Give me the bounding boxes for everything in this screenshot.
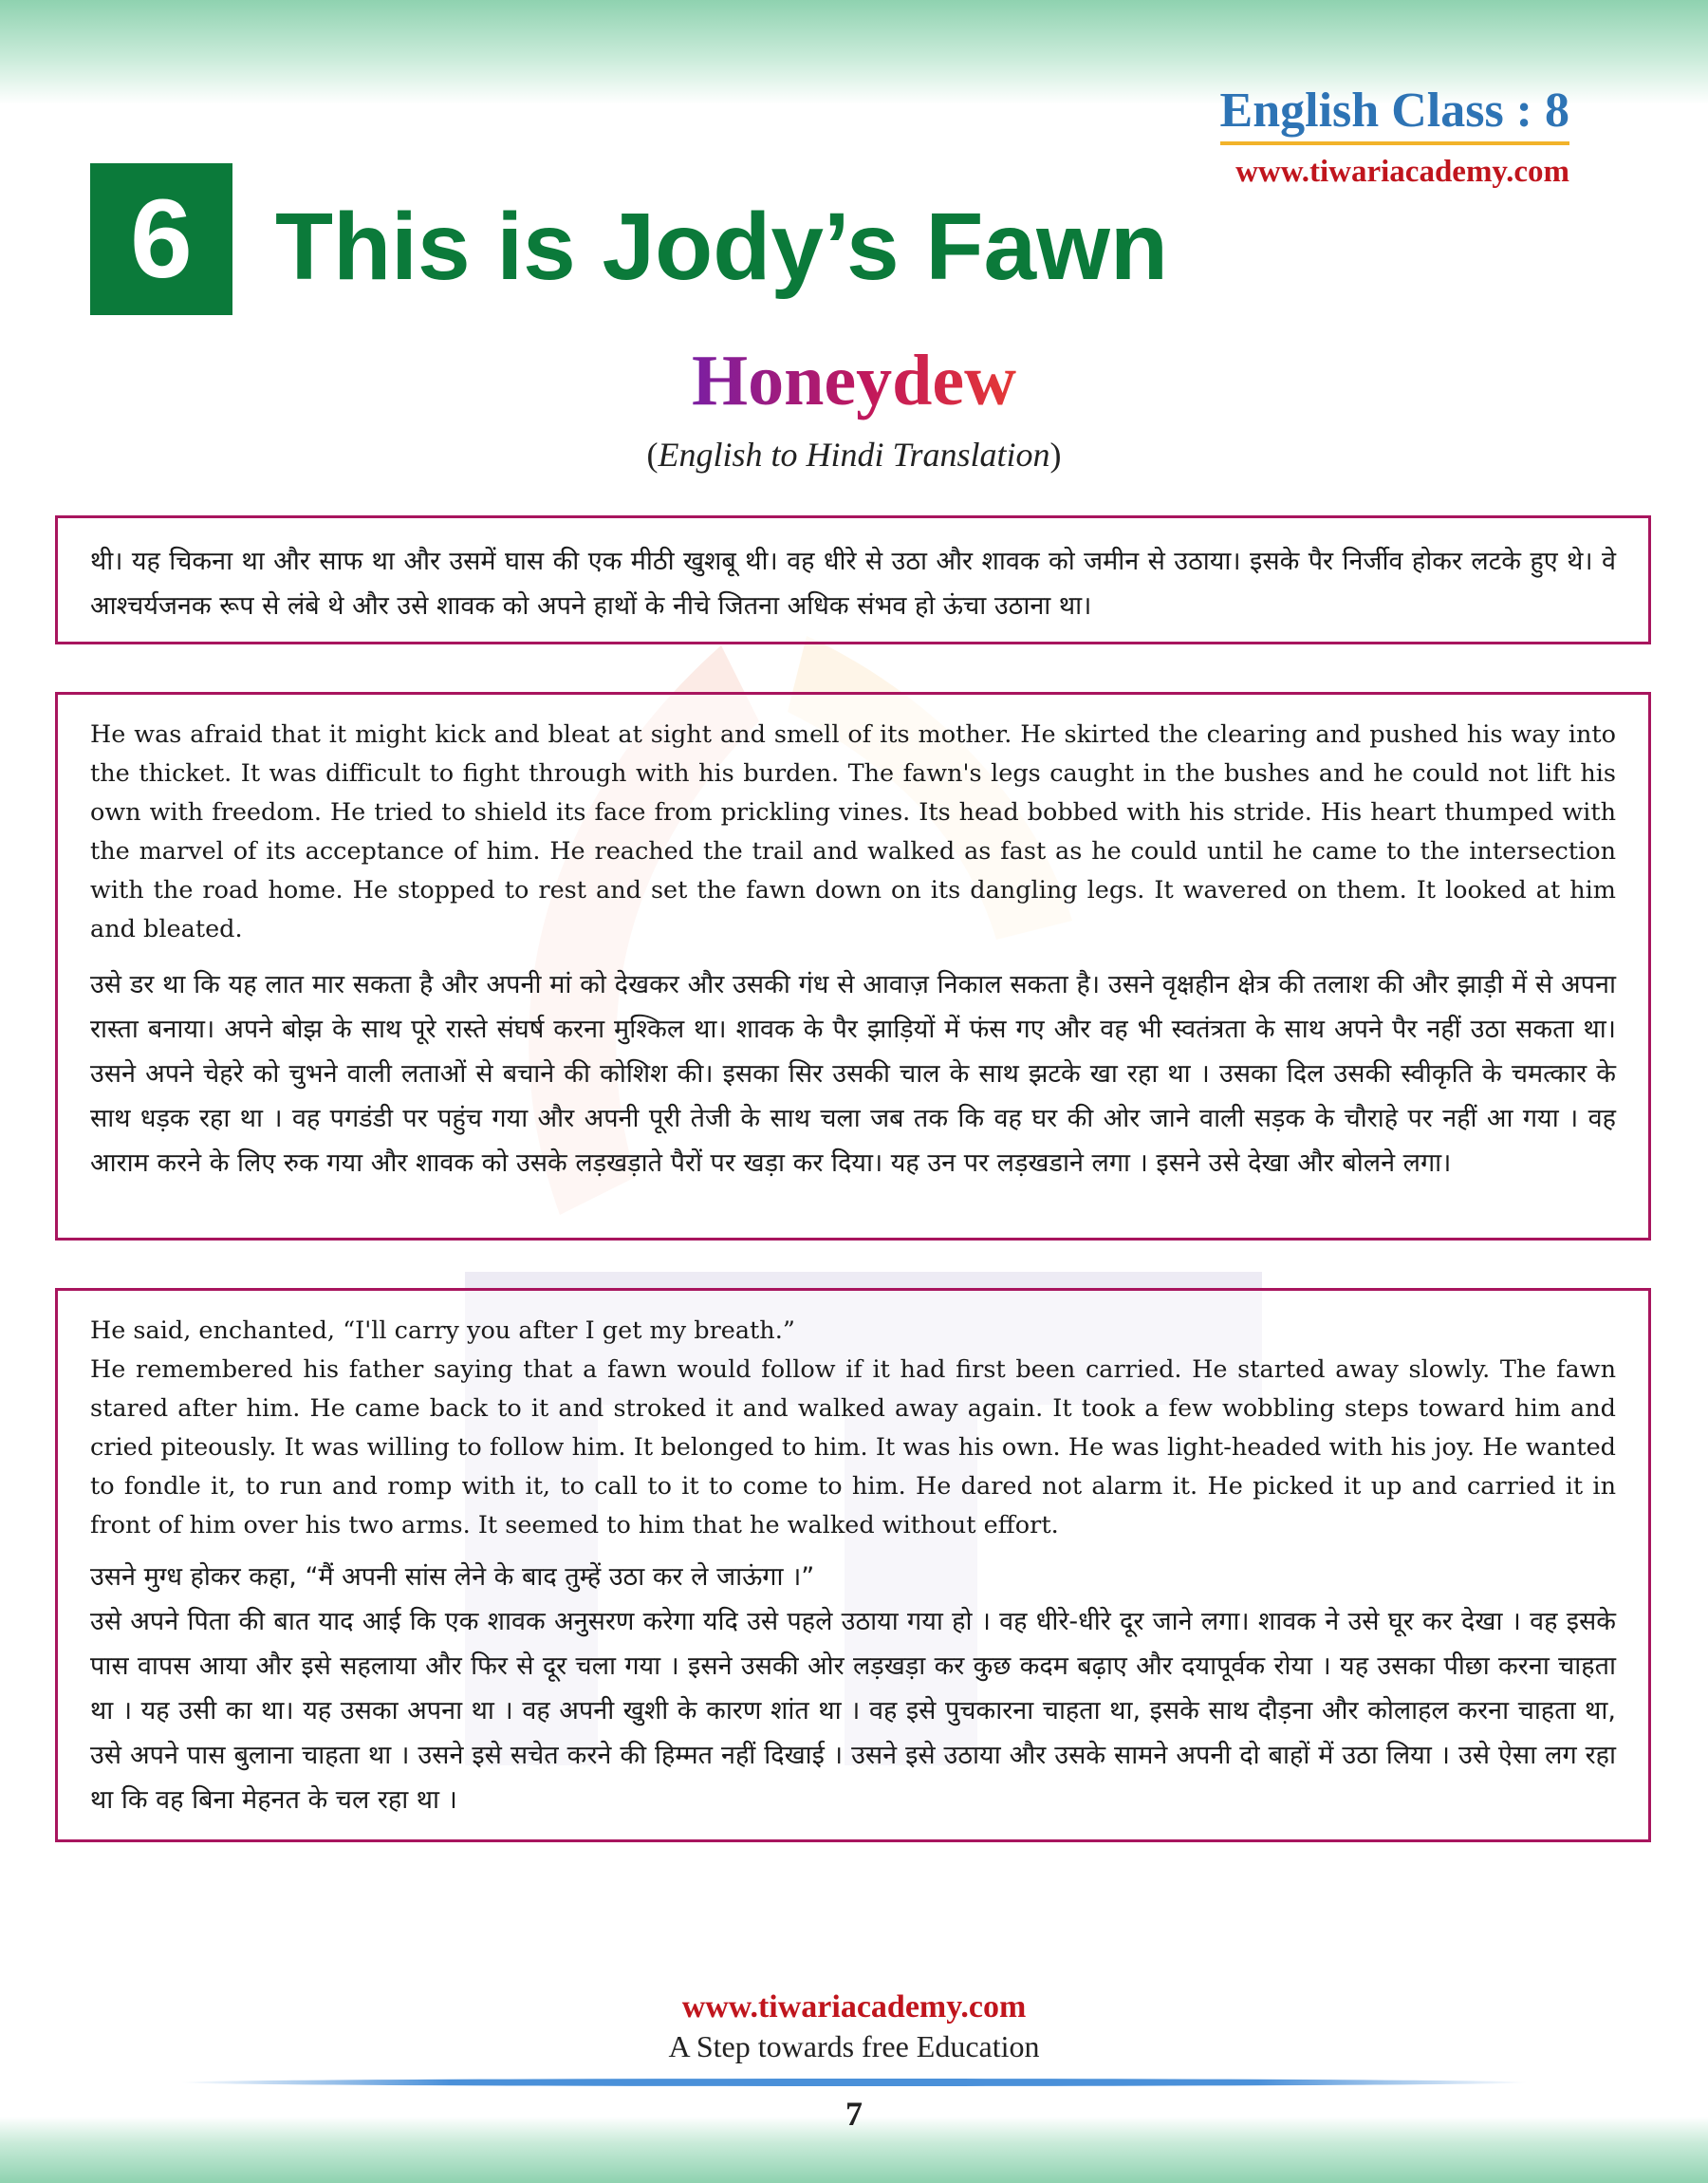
hindi-paragraph: उसे अपने पिता की बात याद आई कि एक शावक अनुसरण करेगा यदि उसे पहले उठाया गया हो । वह धीरे-धीरे दूर जाने लगा। शावक ने उसे घूर कर देखा । वह इसके पास वापस आया और इसे सहलाया और फिर से दूर चला गया । इसने उसकी ओर लड़खड़ा कर कुछ कदम बढ़ाए और दयापूर्वक रोया । यह उसका पीछा करना चाहता था । यह उसी का था। यह उसका अपना था । वह अपनी खुशी के कारण शांत था । वह इसे पुचकारना चाहता था, इसके साथ दौड़ना और कोलाहल करना चाहता था, उसे अपने पास बुलाना चाहता था । उसने इसे सचेत करने की हिम्मत नहीं दिखाई । उसने इसे उठाया और उसके सामने अपनी दो बाहों में उठा लिया । उसे ऐसा लग रहा था कि वह बिना मेहनत के चल रहा था । bbox=[90, 1607, 1616, 1815]
english-paragraph: He remembered his father saying that a fawn would follow if it had first been carried. He started away slowly. The fawn stared after him. He came back to it and stroked it and walked away again. It took a few wobbling steps toward him and cried piteously. It was willing to follow him. It belonged to him. It was his own. He was light-headed with his joy. He wanted to fondle it, to run and romp with it, to call to it to come to him. He dared not alarm it. He picked it up and carried it in front of him over his two arms. It seemed to him that he walked without effort. bbox=[90, 1355, 1616, 1539]
translation-panel-1 bbox=[55, 515, 1651, 644]
hindi-paragraph: उसे डर था कि यह लात मार सकता है और अपनी मां को देखकर और उसकी गंध से आवाज़ निकाल सकता है। उसने वृक्षहीन क्षेत्र की तलाश की और झाड़ी में से अपना रास्ता बनाया। अपने बोझ के साथ पूरे रास्ते संघर्ष करना मुश्किल था। शावक के पैर झाड़ियों में फंस गए और वह भी स्वतंत्रता के साथ अपने पैर नहीं उठा सकता था। उसने अपने चेहरे को चुभने वाली लताओं से बचाने की कोशिश की। इसका सिर उसकी चाल के साथ झटके खा रहा था । उसका दिल उसकी स्वीकृति के चमत्कार के साथ धड़क रहा था । वह पगडंडी पर पहुंच गया और अपनी पूरी तेजी के साथ चला जब तक कि वह घर की ओर जाने वाली सड़क के चौराहे पर नहीं आ गया । वह आराम करने के लिए रुक गया और शावक को उसके लड़खड़ाते पैरों पर खड़ा कर दिया। यह उन पर लड़खडाने लगा । इसने उसे देखा और बोलने लगा। bbox=[90, 970, 1616, 1178]
brand-title: English Class : 8 bbox=[1220, 84, 1569, 145]
english-quote: He said, enchanted, “I'll carry you after I get my breath.” bbox=[90, 1316, 795, 1345]
book-name bbox=[0, 342, 1708, 421]
subtitle-close-paren: ) bbox=[1049, 436, 1062, 474]
footer-tagline: A Step towards free Education bbox=[668, 2029, 1040, 2063]
chapter-number-badge: 6 bbox=[90, 163, 232, 315]
translation-subtitle bbox=[0, 435, 1708, 475]
english-paragraph: He was afraid that it might kick and bleat at sight and smell of its mother. He skirted the clearing and pushed his way into the thicket. It was difficult to fight through with his burden. The fawn's legs caught in the bushes and he could not lift his own with freedom. He tried to shield its face from prickling vines. Its head bobbed with his stride. His heart thumped with the marvel of its acceptance of him. He reached the trail and walked as fast as he could until he came to the intersection with the road home. He stopped to rest and set the fawn down on its dangling legs. It wavered on them. It looked at him and bleated. bbox=[90, 720, 1616, 943]
hindi-quote: उसने मुग्ध होकर कहा, “मैं अपनी सांस लेने के बाद तुम्हें उठा कर ले जाऊंगा ।” bbox=[90, 1562, 815, 1592]
page-number: 7 bbox=[845, 2095, 863, 2133]
brand-header bbox=[1220, 84, 1569, 190]
translation-panel-3 bbox=[55, 1288, 1651, 1842]
subtitle-text: English to Hindi Translation bbox=[658, 436, 1050, 474]
chapter-title: This is Jody’s Fawn bbox=[275, 194, 1168, 300]
footer-url[interactable]: www.tiwariacademy.com bbox=[681, 1989, 1027, 2024]
footer-divider bbox=[180, 2079, 1528, 2086]
hindi-paragraph: थी। यह चिकना था और साफ था और उसमें घास की एक मीठी खुशबू थी। वह धीरे से उठा और शावक को जमीन से उठाया। इसके पैर निर्जीव होकर लटके हुए थे। वे आश्चर्यजनक रूप से लंबे थे और उसे शावक को अपने हाथों के नीचे जितना अधिक संभव हो ऊंचा उठाना था। bbox=[90, 547, 1616, 621]
brand-url[interactable]: www.tiwariacademy.com bbox=[1235, 155, 1569, 190]
translation-panel-2 bbox=[55, 692, 1651, 1241]
book-name-text: Honeydew bbox=[692, 341, 1016, 420]
subtitle-open-paren: ( bbox=[646, 436, 659, 474]
